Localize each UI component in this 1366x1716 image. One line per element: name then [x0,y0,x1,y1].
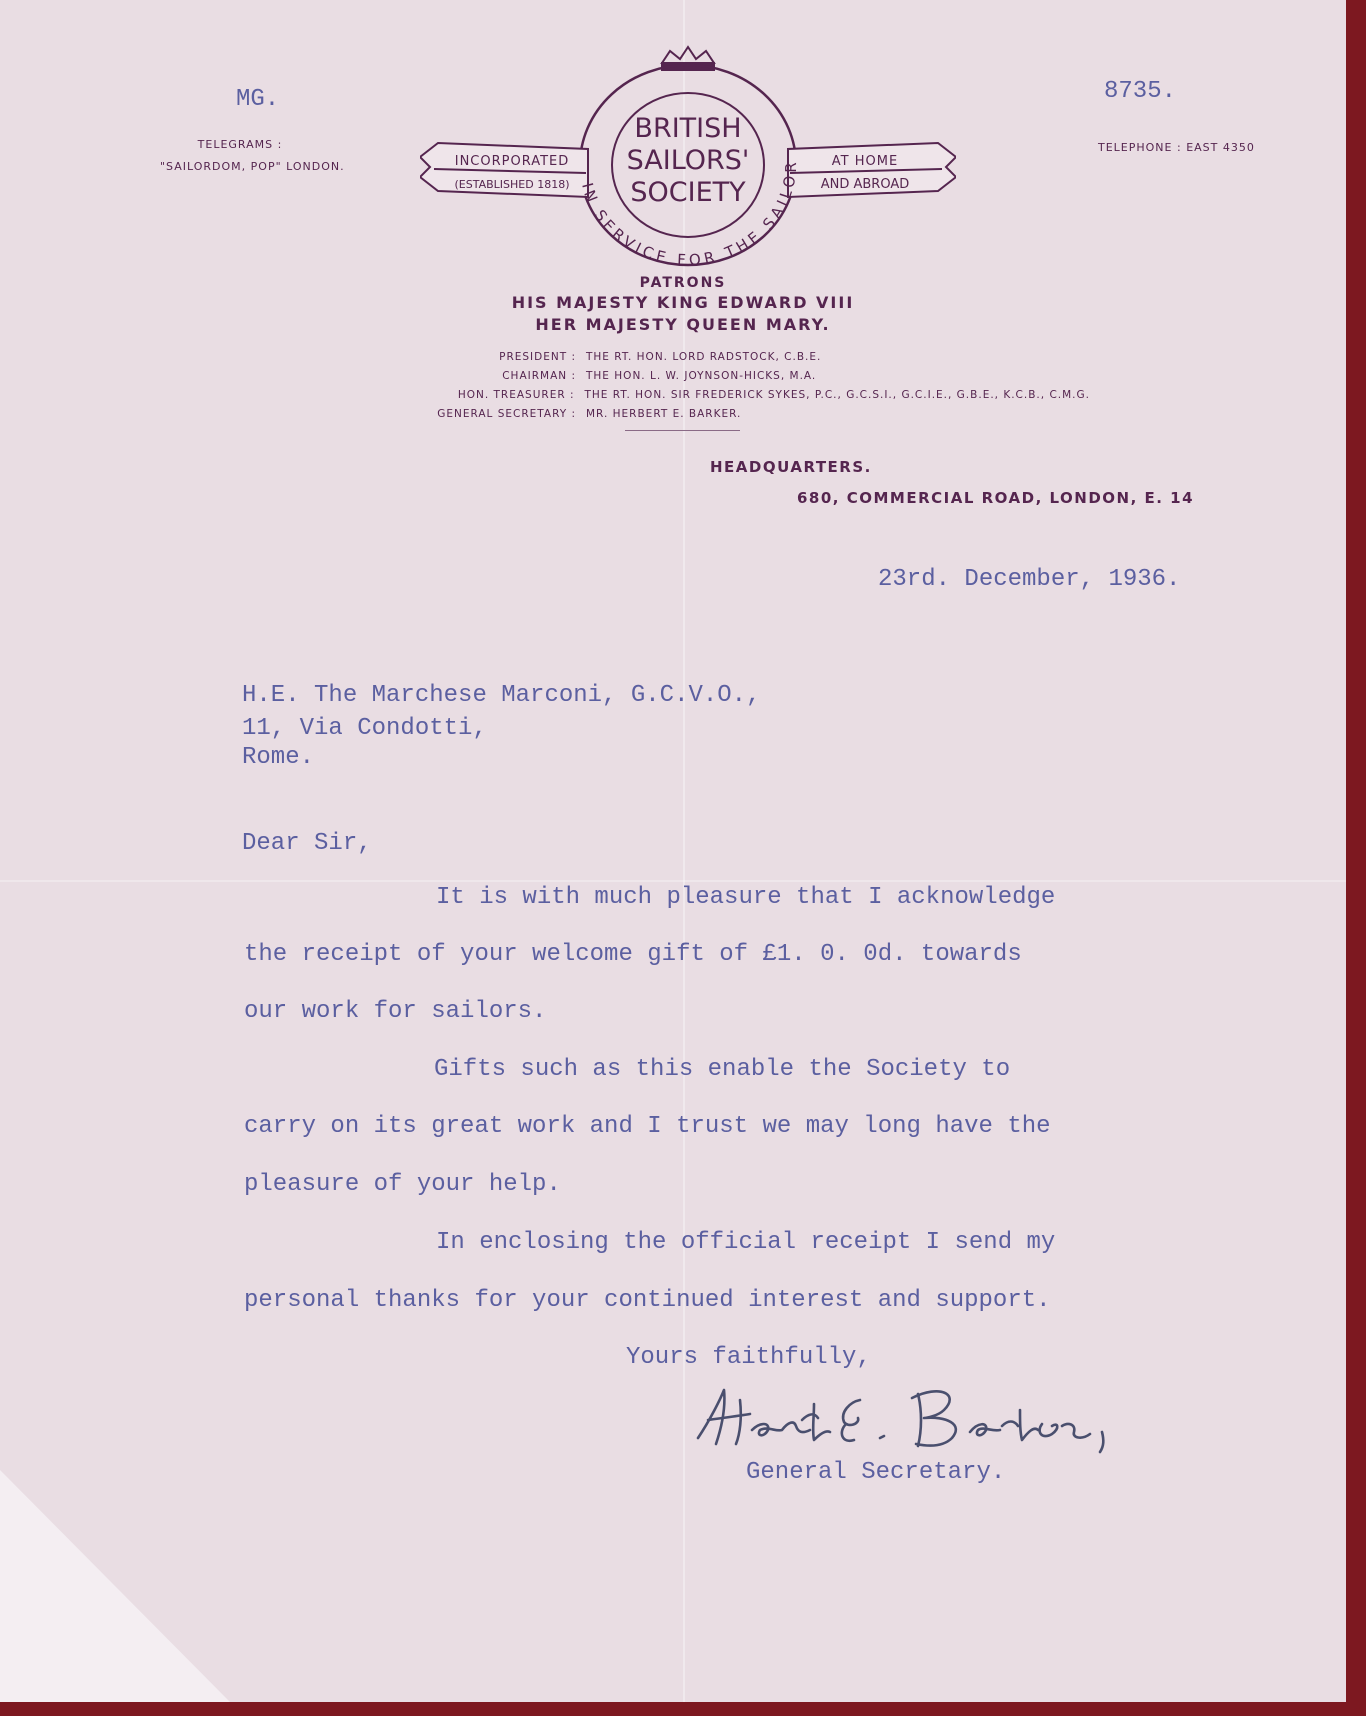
officer-role: HON. TREASURER : [457,389,575,401]
signatory-title: General Secretary. [746,1459,1006,1486]
officer-name: THE RT. HON. LORD RADSTOCK, C.B.E. [586,351,822,363]
banner-right-bottom: AND ABROAD [820,177,910,192]
officer-role: CHAIRMAN : [502,370,576,382]
recipient-line: H.E. The Marchese Marconi, G.C.V.O., [242,682,761,709]
letterhead-divider [625,430,740,431]
body-line: carry on its great work and I trust we may long have the [244,1113,1051,1140]
body-line: Gifts such as this enable the Society to [434,1056,1011,1083]
officer-row [290,386,1090,405]
headquarters-address: 680, COMMERCIAL ROAD, LONDON, E. 14 [797,489,1195,507]
paper-fold-horizontal [0,880,1346,882]
patron-queen: HER MAJESTY QUEEN MARY. [535,315,831,334]
officer-row [290,405,1090,424]
recipient-line: Rome. [242,744,315,771]
logo-name-line-1: BRITISH [634,113,742,144]
officer-name: MR. HERBERT E. BARKER. [586,408,742,420]
handwritten-signature [690,1360,1120,1470]
letter-date: 23rd. December, 1936. [878,566,1181,593]
officer-row [290,348,1090,367]
background-edge [0,1702,1366,1716]
body-line: the receipt of your welcome gift of £1. 0. 0d. towards [244,941,1022,968]
reference-number: 8735. [1104,78,1177,105]
society-logo [420,45,956,275]
officer-row [290,367,1090,386]
officers-list [290,348,1090,424]
patrons-block [343,274,1023,336]
officer-role: GENERAL SECRETARY : [437,408,576,420]
telegrams-block [160,134,345,178]
telephone-number: TELEPHONE : EAST 4350 [1098,141,1255,154]
logo-name-line-3: SOCIETY [630,177,746,208]
body-line: It is with much pleasure that I acknowledge [436,884,1056,911]
body-line: pleasure of your help. [244,1171,561,1198]
body-line: our work for sailors. [244,998,547,1025]
salutation: Dear Sir, [242,830,372,857]
body-line: In enclosing the official receipt I send my [436,1229,1056,1256]
closing: Yours faithfully, [626,1344,871,1371]
telegrams-value: "SAILORDOM, POP" LONDON. [160,160,345,173]
background-edge [1346,0,1366,1716]
logo-ring-text: IN SERVICE FOR THE SAILOR [578,158,801,270]
headquarters-label: HEADQUARTERS. [710,458,872,476]
corner-fold [0,1470,230,1702]
telegrams-label: TELEGRAMS : [197,138,283,151]
patron-king: HIS MAJESTY KING EDWARD VIII [511,293,855,312]
banner-left-top: INCORPORATED [454,154,570,169]
patrons-label: PATRONS [639,275,727,291]
banner-left-bottom: (ESTABLISHED 1818) [454,178,570,191]
officer-role: PRESIDENT : [499,351,576,363]
officer-name: THE HON. L. W. JOYNSON-HICKS, M.A. [586,370,817,382]
banner-right-top: AT HOME [831,154,899,169]
officer-name: THE RT. HON. SIR FREDERICK SYKES, P.C., G.C.S.I., G.C.I.E., G.B.E., K.C.B., C.M.G. [584,389,1090,401]
body-line: personal thanks for your continued interest and support. [244,1287,1051,1314]
reference-initials: MG. [236,86,280,113]
recipient-line: 11, Via Condotti, [242,715,487,742]
logo-name-line-2: SAILORS' [626,145,750,176]
